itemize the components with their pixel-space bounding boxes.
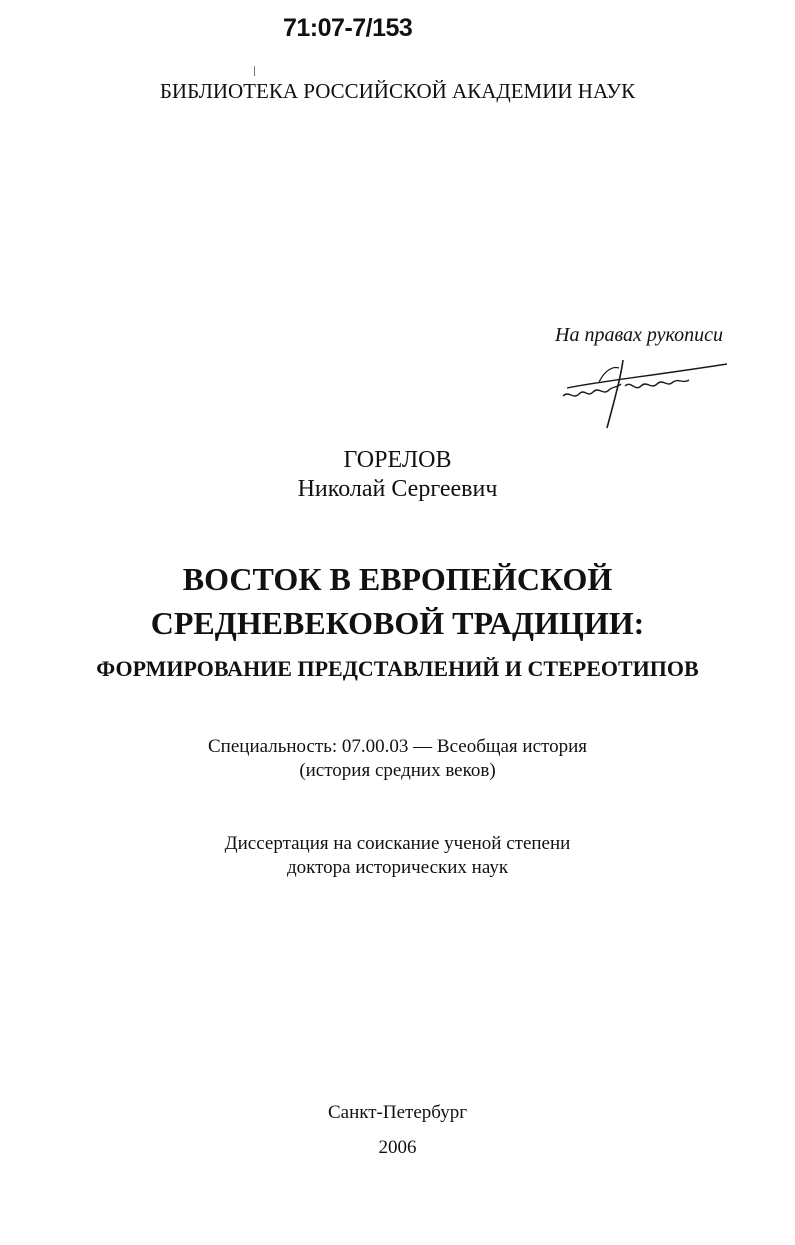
publication-year: 2006 [378, 1137, 417, 1158]
catalog-number: 71:07-7/153 [283, 14, 413, 42]
specialty-line-1: Специальность: 07.00.03 — Всеобщая история [208, 736, 587, 757]
author-surname: ГОРЕЛОВ [343, 447, 452, 473]
publication-city: Санкт-Петербург [327, 1102, 467, 1123]
library-name: БИБЛИОТЕКА РОССИЙСКОЙ АКАДЕМИИ НАУК [159, 79, 636, 103]
specialty-line-2: (история средних веков) [299, 760, 496, 781]
degree-line-2: доктора исторических наук [286, 857, 509, 878]
author-given-names: Николай Сергеевич [297, 476, 498, 502]
degree-line-1: Диссертация на соискание ученой степени [224, 833, 571, 854]
author-signature [555, 352, 730, 432]
title-subtitle: ФОРМИРОВАНИЕ ПРЕДСТАВЛЕНИЙ И СТЕРЕОТИПОВ [96, 656, 699, 681]
title-line-2: СРЕДНЕВЕКОВОЙ ТРАДИЦИИ: [150, 605, 645, 641]
title-line-1: ВОСТОК В ЕВРОПЕЙСКОЙ [182, 561, 613, 597]
manuscript-rights-note: На правах рукописи [555, 324, 723, 346]
scan-mark [254, 66, 255, 76]
